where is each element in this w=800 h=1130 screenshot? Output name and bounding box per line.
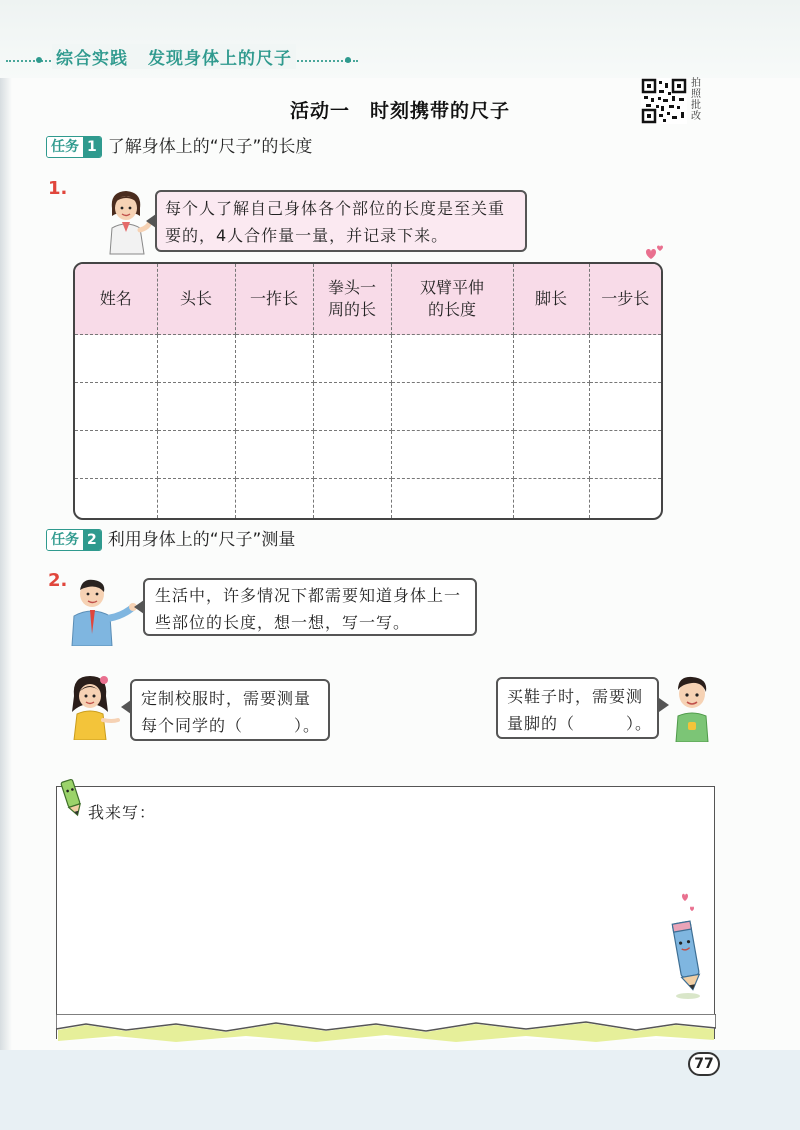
- table-input-cell[interactable]: [75, 430, 157, 478]
- table-input-cell[interactable]: [313, 478, 391, 518]
- table-header-cell: [391, 264, 513, 335]
- table-header-text: 头长: [179, 289, 212, 308]
- table-header-text: 一拃长: [249, 289, 298, 308]
- table-input-cell[interactable]: [157, 335, 235, 383]
- table-input-cell[interactable]: [75, 335, 157, 383]
- bubble-line: 要的，4人合作量一量，并记录下来。: [165, 226, 449, 245]
- bubble-tail: [134, 600, 144, 614]
- table-input-cell[interactable]: [313, 382, 391, 430]
- table-input-cell[interactable]: [391, 478, 513, 518]
- pencil-mascot-icon: [56, 776, 88, 820]
- table-input-cell[interactable]: [157, 430, 235, 478]
- table-input-cell[interactable]: [235, 478, 313, 518]
- table-input-cell[interactable]: [589, 382, 661, 430]
- task-tag-number: 2: [83, 530, 101, 550]
- task-1-tag: [46, 136, 102, 158]
- page-edge-shadow: [0, 0, 12, 1130]
- table-header-cell: [589, 264, 661, 335]
- table-input-cell[interactable]: [157, 478, 235, 518]
- task-tag-label: 任务: [47, 137, 83, 157]
- question-1-number: 1.: [48, 178, 68, 199]
- table-input-cell[interactable]: [391, 335, 513, 383]
- header-dot-icon: [345, 57, 351, 63]
- writing-area[interactable]: [56, 786, 715, 1039]
- boy-speech-bubble: [496, 677, 659, 739]
- table-header-cell: [157, 264, 235, 335]
- boy-student-icon: [668, 672, 718, 742]
- qr-label: 拍照批改: [691, 78, 701, 122]
- header-title: [52, 44, 296, 69]
- measurement-table: [75, 264, 661, 518]
- page-number: 77: [688, 1052, 720, 1076]
- table-header-cell: [313, 264, 391, 335]
- bubble-tail: [121, 700, 131, 714]
- task-1-speech-bubble: [155, 190, 527, 252]
- table-input-cell[interactable]: [313, 335, 391, 383]
- table-body: [75, 335, 661, 519]
- heart-decoration-icon: [640, 244, 666, 264]
- table-input-cell[interactable]: [513, 430, 589, 478]
- table-header-cell: [235, 264, 313, 335]
- table-header-text: 拳头一: [327, 278, 376, 297]
- bubble-line: 买鞋子时，需要测: [507, 687, 644, 706]
- table-input-cell[interactable]: [589, 430, 661, 478]
- task-tag-number: 1: [83, 137, 101, 157]
- footer-band: [0, 1050, 800, 1130]
- girl-speech-bubble: [130, 679, 330, 741]
- table-input-cell[interactable]: [75, 478, 157, 518]
- table-header-text: 脚长: [534, 289, 567, 308]
- task-2-heading: [46, 529, 295, 551]
- table-input-cell[interactable]: [391, 430, 513, 478]
- bubble-line: 生活中，许多情况下都需要知道身体上一: [155, 586, 462, 605]
- table-header-text: 的长度: [427, 300, 476, 319]
- table-row: [75, 478, 661, 518]
- table-input-cell[interactable]: [513, 335, 589, 383]
- table-row: [75, 382, 661, 430]
- teacher-speech-bubble: [143, 578, 477, 636]
- girl-student-icon: [64, 672, 122, 740]
- table-header-cell: [513, 264, 589, 335]
- table-input-cell[interactable]: [513, 478, 589, 518]
- task-1-text: 了解身体上的“尺子”的长度: [107, 137, 313, 157]
- write-label: 我来写：: [88, 803, 157, 822]
- bubble-tail: [146, 214, 156, 228]
- bubble-line: 定制校服时，需要测量: [141, 689, 312, 708]
- table-row: [75, 335, 661, 383]
- bubble-line: 每个同学的（ ）。: [141, 716, 321, 735]
- table-header-cell: [75, 264, 157, 335]
- header-section: 综合实践: [56, 49, 128, 69]
- task-2-tag: [46, 529, 102, 551]
- table-input-cell[interactable]: [235, 335, 313, 383]
- bubble-line: 量脚的（ ）。: [507, 714, 653, 733]
- male-teacher-icon: [66, 576, 138, 646]
- question-2-number: 2.: [48, 570, 68, 591]
- activity-title: 活动一 时刻携带的尺子: [289, 100, 510, 122]
- table-input-cell[interactable]: [235, 430, 313, 478]
- task-2-text: 利用身体上的“尺子”测量: [107, 530, 296, 550]
- table-input-cell[interactable]: [313, 430, 391, 478]
- table-input-cell[interactable]: [157, 382, 235, 430]
- table-input-cell[interactable]: [589, 335, 661, 383]
- table-input-cell[interactable]: [513, 382, 589, 430]
- measurement-table-frame: [73, 262, 663, 520]
- table-header-text: 周的长: [327, 300, 376, 319]
- pencil-character-icon: [664, 890, 710, 1002]
- table-input-cell[interactable]: [391, 382, 513, 430]
- bubble-line: 些部位的长度，想一想，写一写。: [155, 613, 411, 632]
- table-header-text: 姓名: [99, 289, 132, 308]
- table-header-text: 双臂平伸: [419, 278, 484, 297]
- table-header-text: 一步长: [601, 289, 650, 308]
- table-input-cell[interactable]: [589, 478, 661, 518]
- table-input-cell[interactable]: [235, 382, 313, 430]
- torn-paper-edge: [56, 1014, 716, 1044]
- task-tag-label: 任务: [47, 530, 83, 550]
- task-1-heading: [46, 136, 312, 158]
- table-input-cell[interactable]: [75, 382, 157, 430]
- female-teacher-icon: [100, 186, 152, 256]
- header-dot-icon: [36, 57, 42, 63]
- header-topic: 发现身体上的尺子: [148, 49, 292, 69]
- table-row: [75, 430, 661, 478]
- bubble-line: 每个人了解自己身体各个部位的长度是至关重: [165, 199, 506, 218]
- table-header-row: [75, 264, 661, 335]
